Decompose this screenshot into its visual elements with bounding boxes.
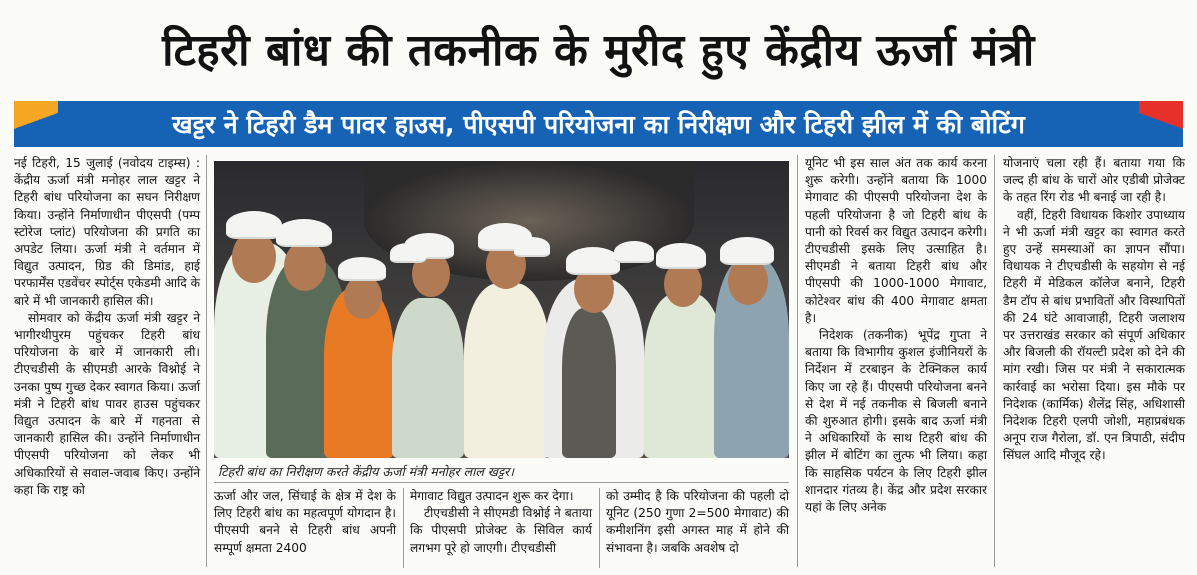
col5-para-2: निदेशक (तकनीक) भूपेंद्र गुप्ता ने बताया कि विभागीय कुशल इंजीनियरों के निर्देशन में टरबाइन के टेक्निकल कार्य किए जा रहे हैं। पीएसपी परियोजना बनने से देश में नई तकनीक से बिजली बनाने की शुरुआत होगी। इसके बाद ऊर्जा मंत्री ने अधिकारियों के साथ टिहरी बांध की झील में बोटिंग का लुत्फ भी लिया। कहा कि साहसिक पर्यटन के लिए टिहरी झील शानदार गंतव्य है। केंद्र और प्रदेश सरकार यहां के लिए अनेक — [805, 328, 987, 515]
article-column-5 — [805, 155, 987, 567]
col3-para-1: मेगावाट विद्युत उत्पादन शुरू कर देगा। — [410, 489, 574, 503]
col2-para-1: ऊर्जा और जल, सिंचाई के क्षेत्र में देश के लिए टिहरी बांध का महत्वपूर्ण योगदान है। पीएसपी बनने से टिहरी बांध अपनी सम्पूर्ण क्षमता 2400 — [214, 489, 396, 555]
column-rule — [599, 488, 600, 568]
subheadline: खट्टर ने टिहरी डैम पावर हाउस, पीएसपी परियोजना का निरीक्षण और टिहरी झील में की बोटिंग — [172, 110, 1025, 139]
col6-para-2: वहीं, टिहरी विधायक किशोर उपाध्याय ने भी ऊर्जा मंत्री खट्टर का स्वागत करते हुए उन्हें समस्याओं का ज्ञापन सौंपा। विधायक ने टीएचडीसी के सहयोग से नई टिहरी में मेडिकल कॉलेज बनाने, टिहरी डैम टॉप से बांध प्रभावितों और विस्थापितों की 24 घंटे आवाजाही, टिहरी जलाशय पर उत्तराखंड सरकार को संपूर्ण अधिकार और बिजली की रॉयल्टी प्रदेश को देने की मांग रखी। जिस पर मंत्री ने सकारात्मक कार्रवाई का भरोसा दिया। इस मौके पर निदेशक (कार्मिक) शैलेंद्र सिंह, अधिशासी निदेशक टिहरी एलपी जोशी, महाप्रबंधक अनूप राज गैरोला, डॉ. एन त्रिपाठी, संदीप सिंघल आदि मौजूद रहे। — [1003, 207, 1185, 463]
news-photo — [214, 161, 789, 458]
col1-para-1: नई टिहरी, 15 जुलाई (नवोदय टाइम्स) : केंद्रीय ऊर्जा मंत्री मनोहर लाल खट्टर ने टिहरी बांध परियोजना का सघन निरीक्षण किया। उन्होंने निर्माणाधीन पीएसपी (पम्प स्टोरेज प्लांट) परियोजना की प्रगति का अपडेट लिया। ऊर्जा मंत्री ने वर्तमान में विद्युत उत्पादन, ग्रिड की डिमांड, हाई परफार्मेंस एडवेंचर स्पोर्ट्स एकेडमी आदि के बारे में भी जानकारी हासिल की। — [14, 156, 200, 308]
column-rule — [403, 488, 404, 568]
col6-para-1: योजनाएं चला रही हैं। बताया गया कि जल्द ही बांध के चारों ओर एडीबी प्रोजेक्ट के तहत रिंग रोड भी बनाई जा रही है। — [1003, 156, 1185, 205]
col5-para-1: यूनिट भी इस साल अंत तक कार्य करना शुरू करेगी। उन्होंने बताया कि 1000 मेगावाट की पीएसपी परियोजना देश के पहली परियोजना है जो टिहरी बांध के पानी को रिवर्स कर विद्युत उत्पादन करेगी। टीएचडीसी इसके लिए उत्साहित है। सीएमडी ने बताया टिहरी बांध और पीएसपी की 1000-1000 मेगावाट, कोटेश्वर बांध की 400 मेगावाट क्षमता है। — [805, 156, 987, 325]
banner-flag-right — [1139, 101, 1183, 147]
article-column-6 — [1003, 155, 1185, 567]
column-rule — [797, 155, 798, 567]
subheadline-banner — [14, 101, 1183, 147]
column-rule — [994, 155, 995, 567]
col1-para-2: सोमवार को केंद्रीय ऊर्जा मंत्री खट्टर ने भागीरथीपुरम पहुंचकर टिहरी बांध परियोजना के बारे में जानकारी ली। टीएचडीसी के सीएमडी आरके विश्नोई ने उनका पुष्प गुच्छ देकर स्वागत किया। ऊर्जा मंत्री ने टिहरी बांध पावर हाउस पहुंचकर विद्युत उत्पादन के बारे में गहनता से जानकारी हासिल की। उन्होंने निर्माणाधीन पीएसपी परियोजना को लेकर भी अधिकारियों से सवाल-जवाब किए। उन्होंने कहा कि राष्ट्र को — [14, 310, 200, 497]
col3-para-2: टीएचडीसी ने सीएमडी विश्नोई ने बताया कि पीएसपी प्रोजेक्ट के सिविल कार्य लगभग पूरे हो जाएगी। टीएचडीसी — [410, 506, 592, 555]
banner-flag-left — [14, 101, 58, 147]
photo-caption: टिहरी बांध का निरीक्षण करते केंद्रीय ऊर्जा मंत्री मनोहर लाल खट्टर। — [214, 461, 789, 483]
headline: टिहरी बांध की तकनीक के मुरीद हुए केंद्रीय ऊर्जा मंत्री — [162, 25, 1035, 76]
article-column-3 — [410, 488, 592, 568]
column-rule — [206, 155, 207, 567]
col4-para-1: को उम्मीद है कि परियोजना की पहली दो यूनिट (250 गुणा 2=500 मेगावाट) की कमीशनिंग इसी अगस्त माह में होने की संभावना है। जबकि अवशेष दो — [606, 489, 789, 555]
article-column-1 — [14, 155, 200, 567]
article-column-4 — [606, 488, 789, 568]
article-column-2 — [214, 488, 396, 568]
